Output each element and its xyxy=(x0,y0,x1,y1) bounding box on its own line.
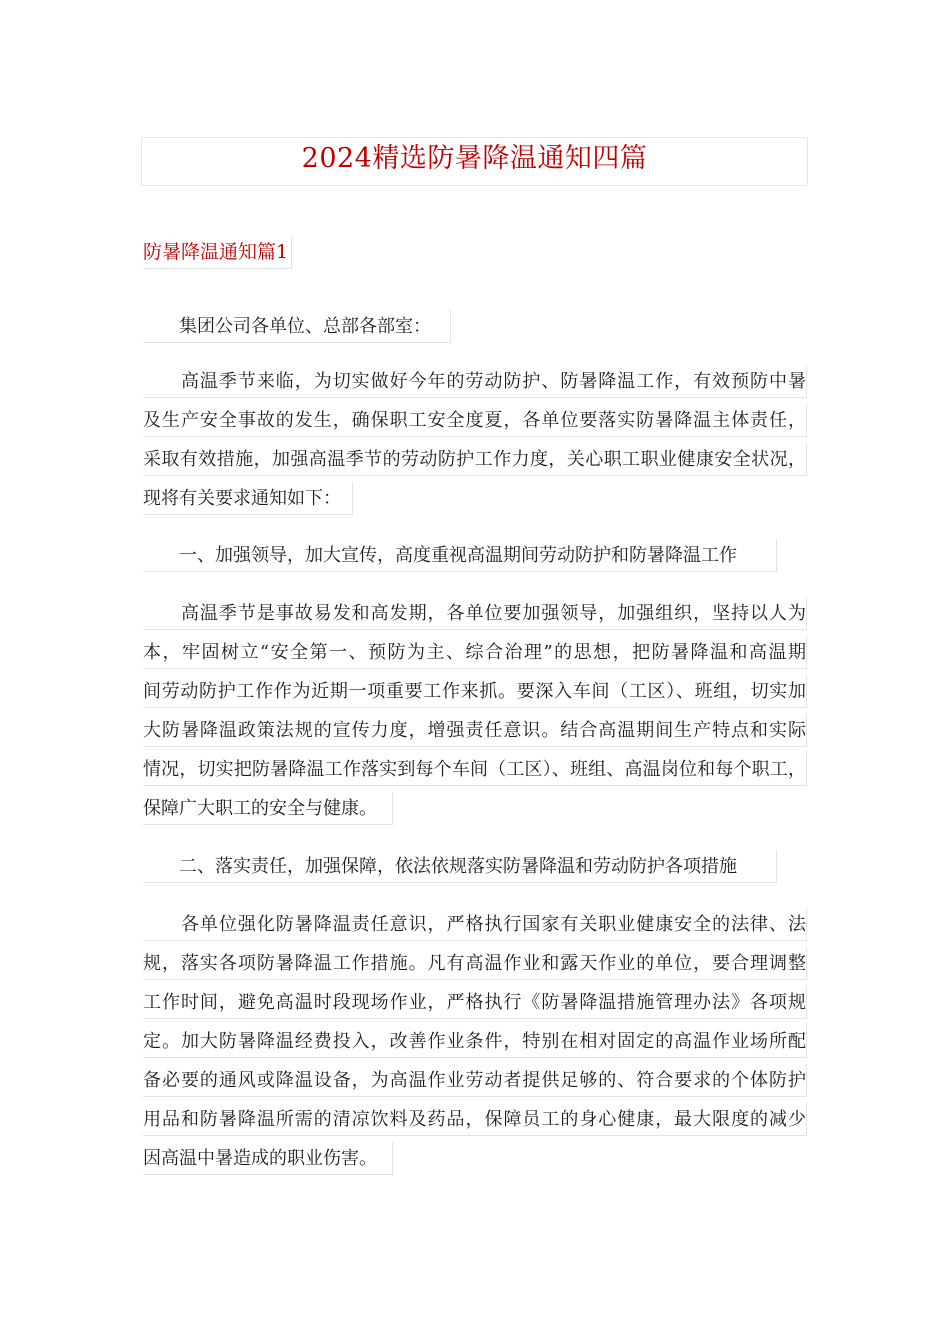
paragraph-line: 规，落实各项防暑降温工作措施。凡有高温作业和露天作业的单位，要合理调整 xyxy=(143,947,807,980)
paragraph-line: 现将有关要求通知如下： xyxy=(143,482,353,515)
paragraph-line: 高温季节是事故易发和高发期，各单位要加强领导，加强组织，坚持以人为 xyxy=(143,597,807,630)
salutation-line: 集团公司各单位、总部各部室： xyxy=(143,310,451,343)
paragraph-line: 保障广大职工的安全与健康。 xyxy=(143,792,393,825)
document-title: 2024精选防暑降温通知四篇 xyxy=(301,143,648,174)
paragraph-line: 各单位强化防暑降温责任意识，严格执行国家有关职业健康安全的法律、法 xyxy=(143,908,807,941)
paragraph-line: 大防暑降温政策法规的宣传力度，增强责任意识。结合高温期间生产特点和实际 xyxy=(143,714,807,747)
subheading-1: 一、加强领导，加大宣传，高度重视高温期间劳动防护和防暑降温工作 xyxy=(143,539,777,572)
paragraph-line: 间劳动防护工作作为近期一项重要工作来抓。要深入车间（工区）、班组，切实加 xyxy=(143,675,807,708)
paragraph-line: 定。加大防暑降温经费投入，改善作业条件，特别在相对固定的高温作业场所配 xyxy=(143,1025,807,1058)
paragraph-line: 工作时间，避免高温时段现场作业，严格执行《防暑降温措施管理办法》各项规 xyxy=(143,986,807,1019)
subheading-2: 二、落实责任，加强保障，依法依规落实防暑降温和劳动防护各项措施 xyxy=(143,850,777,883)
section-heading: 防暑降温通知篇1 xyxy=(143,237,292,269)
paragraph-line: 因高温中暑造成的职业伤害。 xyxy=(143,1142,393,1175)
paragraph-line: 及生产安全事故的发生，确保职工安全度夏，各单位要落实防暑降温主体责任， xyxy=(143,404,807,437)
paragraph-line: 本，牢固树立“安全第一、预防为主、综合治理”的思想，把防暑降温和高温期 xyxy=(143,636,807,669)
paragraph-line: 备必要的通风或降温设备，为高温作业劳动者提供足够的、符合要求的个体防护 xyxy=(143,1064,807,1097)
paragraph-line: 情况，切实把防暑降温工作落实到每个车间（工区）、班组、高温岗位和每个职工， xyxy=(143,753,807,786)
paragraph-line: 用品和防暑降温所需的清凉饮料及药品，保障员工的身心健康，最大限度的减少 xyxy=(143,1103,807,1136)
paragraph-line: 高温季节来临，为切实做好今年的劳动防护、防暑降温工作，有效预防中暑 xyxy=(143,365,807,398)
paragraph-line: 采取有效措施，加强高温季节的劳动防护工作力度，关心职工职业健康安全状况， xyxy=(143,443,807,476)
